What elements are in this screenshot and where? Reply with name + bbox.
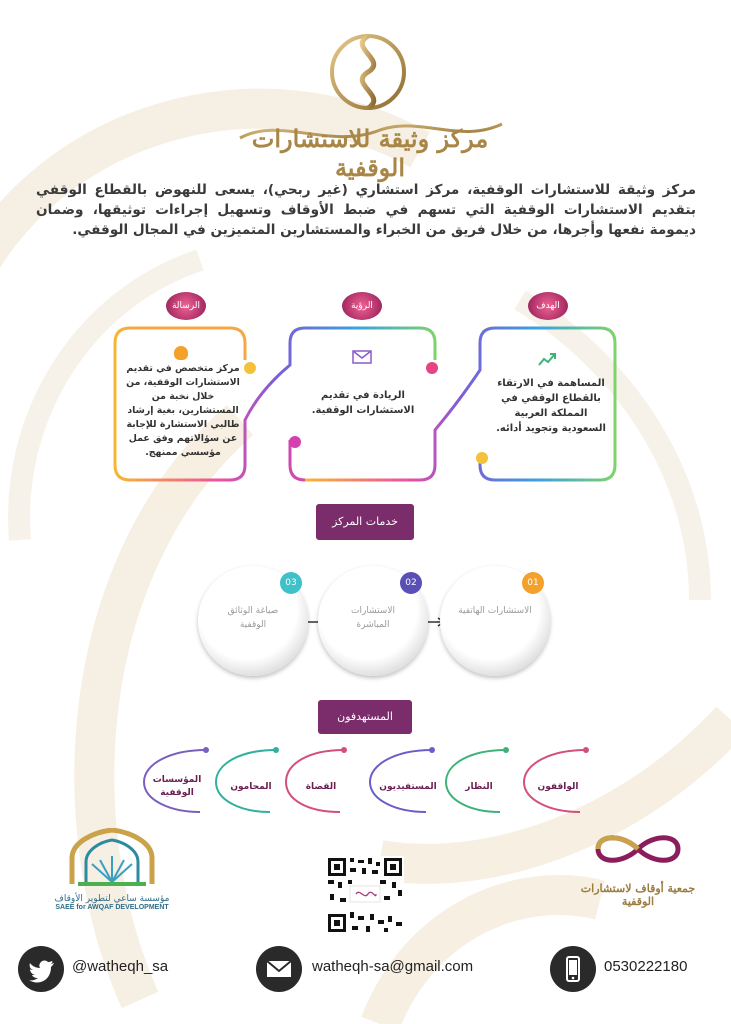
- qr-code: [326, 856, 404, 934]
- intro-paragraph: مركز وثيقة للاستشارات الوقفية، مركز استشاري (غير ربحي)، يسعى للنهوض بالقطاع الوقفي بتقديم الاستشارات الوقفية التي تسهم في ضبط الأوقاف وتسهيل إجراءات توثيقها، وضمان ديمومة نفعها وأجرها، من خلال فريق من الخبراء والمستشارين المتميزين في المجال الوقفي.: [36, 182, 696, 238]
- card-goal-badge: [528, 292, 568, 320]
- beneficiary-lawyers: المحامون: [230, 782, 272, 792]
- phone-number[interactable]: 0530222180: [604, 958, 688, 975]
- email-address[interactable]: watheqh-sa@gmail.com: [312, 958, 474, 975]
- beneficiary-institutions: المؤسسات الوقفية: [152, 775, 202, 798]
- beneficiary-endowers: الواقفون: [537, 782, 579, 792]
- service-number-03: 03: [280, 572, 302, 594]
- service-number-02: 02: [400, 572, 422, 594]
- logo-title: مركز وثيقة للاستشارات الوقفية: [251, 124, 489, 182]
- phone-icon[interactable]: [550, 946, 596, 992]
- beneficiary-beneficiaries: المستفيديون: [379, 782, 437, 792]
- chart-up-icon: [538, 352, 556, 366]
- card-mission-badge: [166, 292, 206, 320]
- saee-logo-arabic: مؤسسة ساعي لتطوير الأوقاف: [54, 894, 170, 904]
- awqaf-association-text: جمعية أوقاف لاستشارات الوقفية: [580, 882, 696, 908]
- email-icon[interactable]: [256, 946, 302, 992]
- card-mission-title: الرسالة: [171, 301, 201, 311]
- infinity-icon: [568, 824, 708, 874]
- twitter-handle[interactable]: @watheqh_sa: [72, 958, 169, 975]
- card-mission: [118, 292, 243, 482]
- service-item-03: [198, 566, 308, 676]
- service-label-01: الاستشارات الهاتفية: [458, 606, 532, 616]
- card-mission-body: مركز متخصص في تقديم الاستشارات الوقفية، من خلال نخبة من المستشارين، بغية إرشاد طالبي الاستشارة للإجابة عن سؤالاتهم وفق عمل مؤسسي ممنهج.: [126, 363, 240, 458]
- envelope-icon: [352, 350, 372, 364]
- awqaf-association-logo: [568, 824, 708, 914]
- card-vision-title: الرؤية: [351, 301, 373, 311]
- services-heading: خدمات المركز: [316, 504, 414, 540]
- card-vision: [292, 292, 434, 482]
- card-goal-title: الهدف: [536, 301, 560, 311]
- beneficiary-judges: القضاة: [305, 782, 337, 792]
- header-logo: [220, 20, 520, 182]
- service-number-01: 01: [522, 572, 544, 594]
- mosque-dome-icon: [52, 828, 172, 888]
- lightbulb-icon: [174, 346, 188, 360]
- saee-logo-english: SAEE for AWQAF DEVELOPMENT: [55, 904, 169, 911]
- twitter-icon[interactable]: [18, 946, 64, 992]
- card-goal: [482, 292, 614, 482]
- service-item-02: [318, 566, 428, 676]
- card-vision-badge: [342, 292, 382, 320]
- service-label-02: الاستشارات المباشرة: [351, 606, 395, 630]
- service-label-03: صياغة الوثائق الوقفية: [227, 606, 279, 630]
- card-goal-body: المساهمة في الارتقاء بالقطاع الوقفي في المملكة العربية السعودية وتجويد أدائه.: [496, 378, 606, 434]
- service-item-01: [440, 566, 550, 676]
- saee-logo: [52, 828, 172, 920]
- card-vision-body: الريادة في تقديم الاستشارات الوقفية.: [311, 390, 415, 416]
- beneficiaries-heading: المستهدفون: [318, 700, 412, 734]
- beneficiary-supervisors: النظار: [465, 782, 493, 792]
